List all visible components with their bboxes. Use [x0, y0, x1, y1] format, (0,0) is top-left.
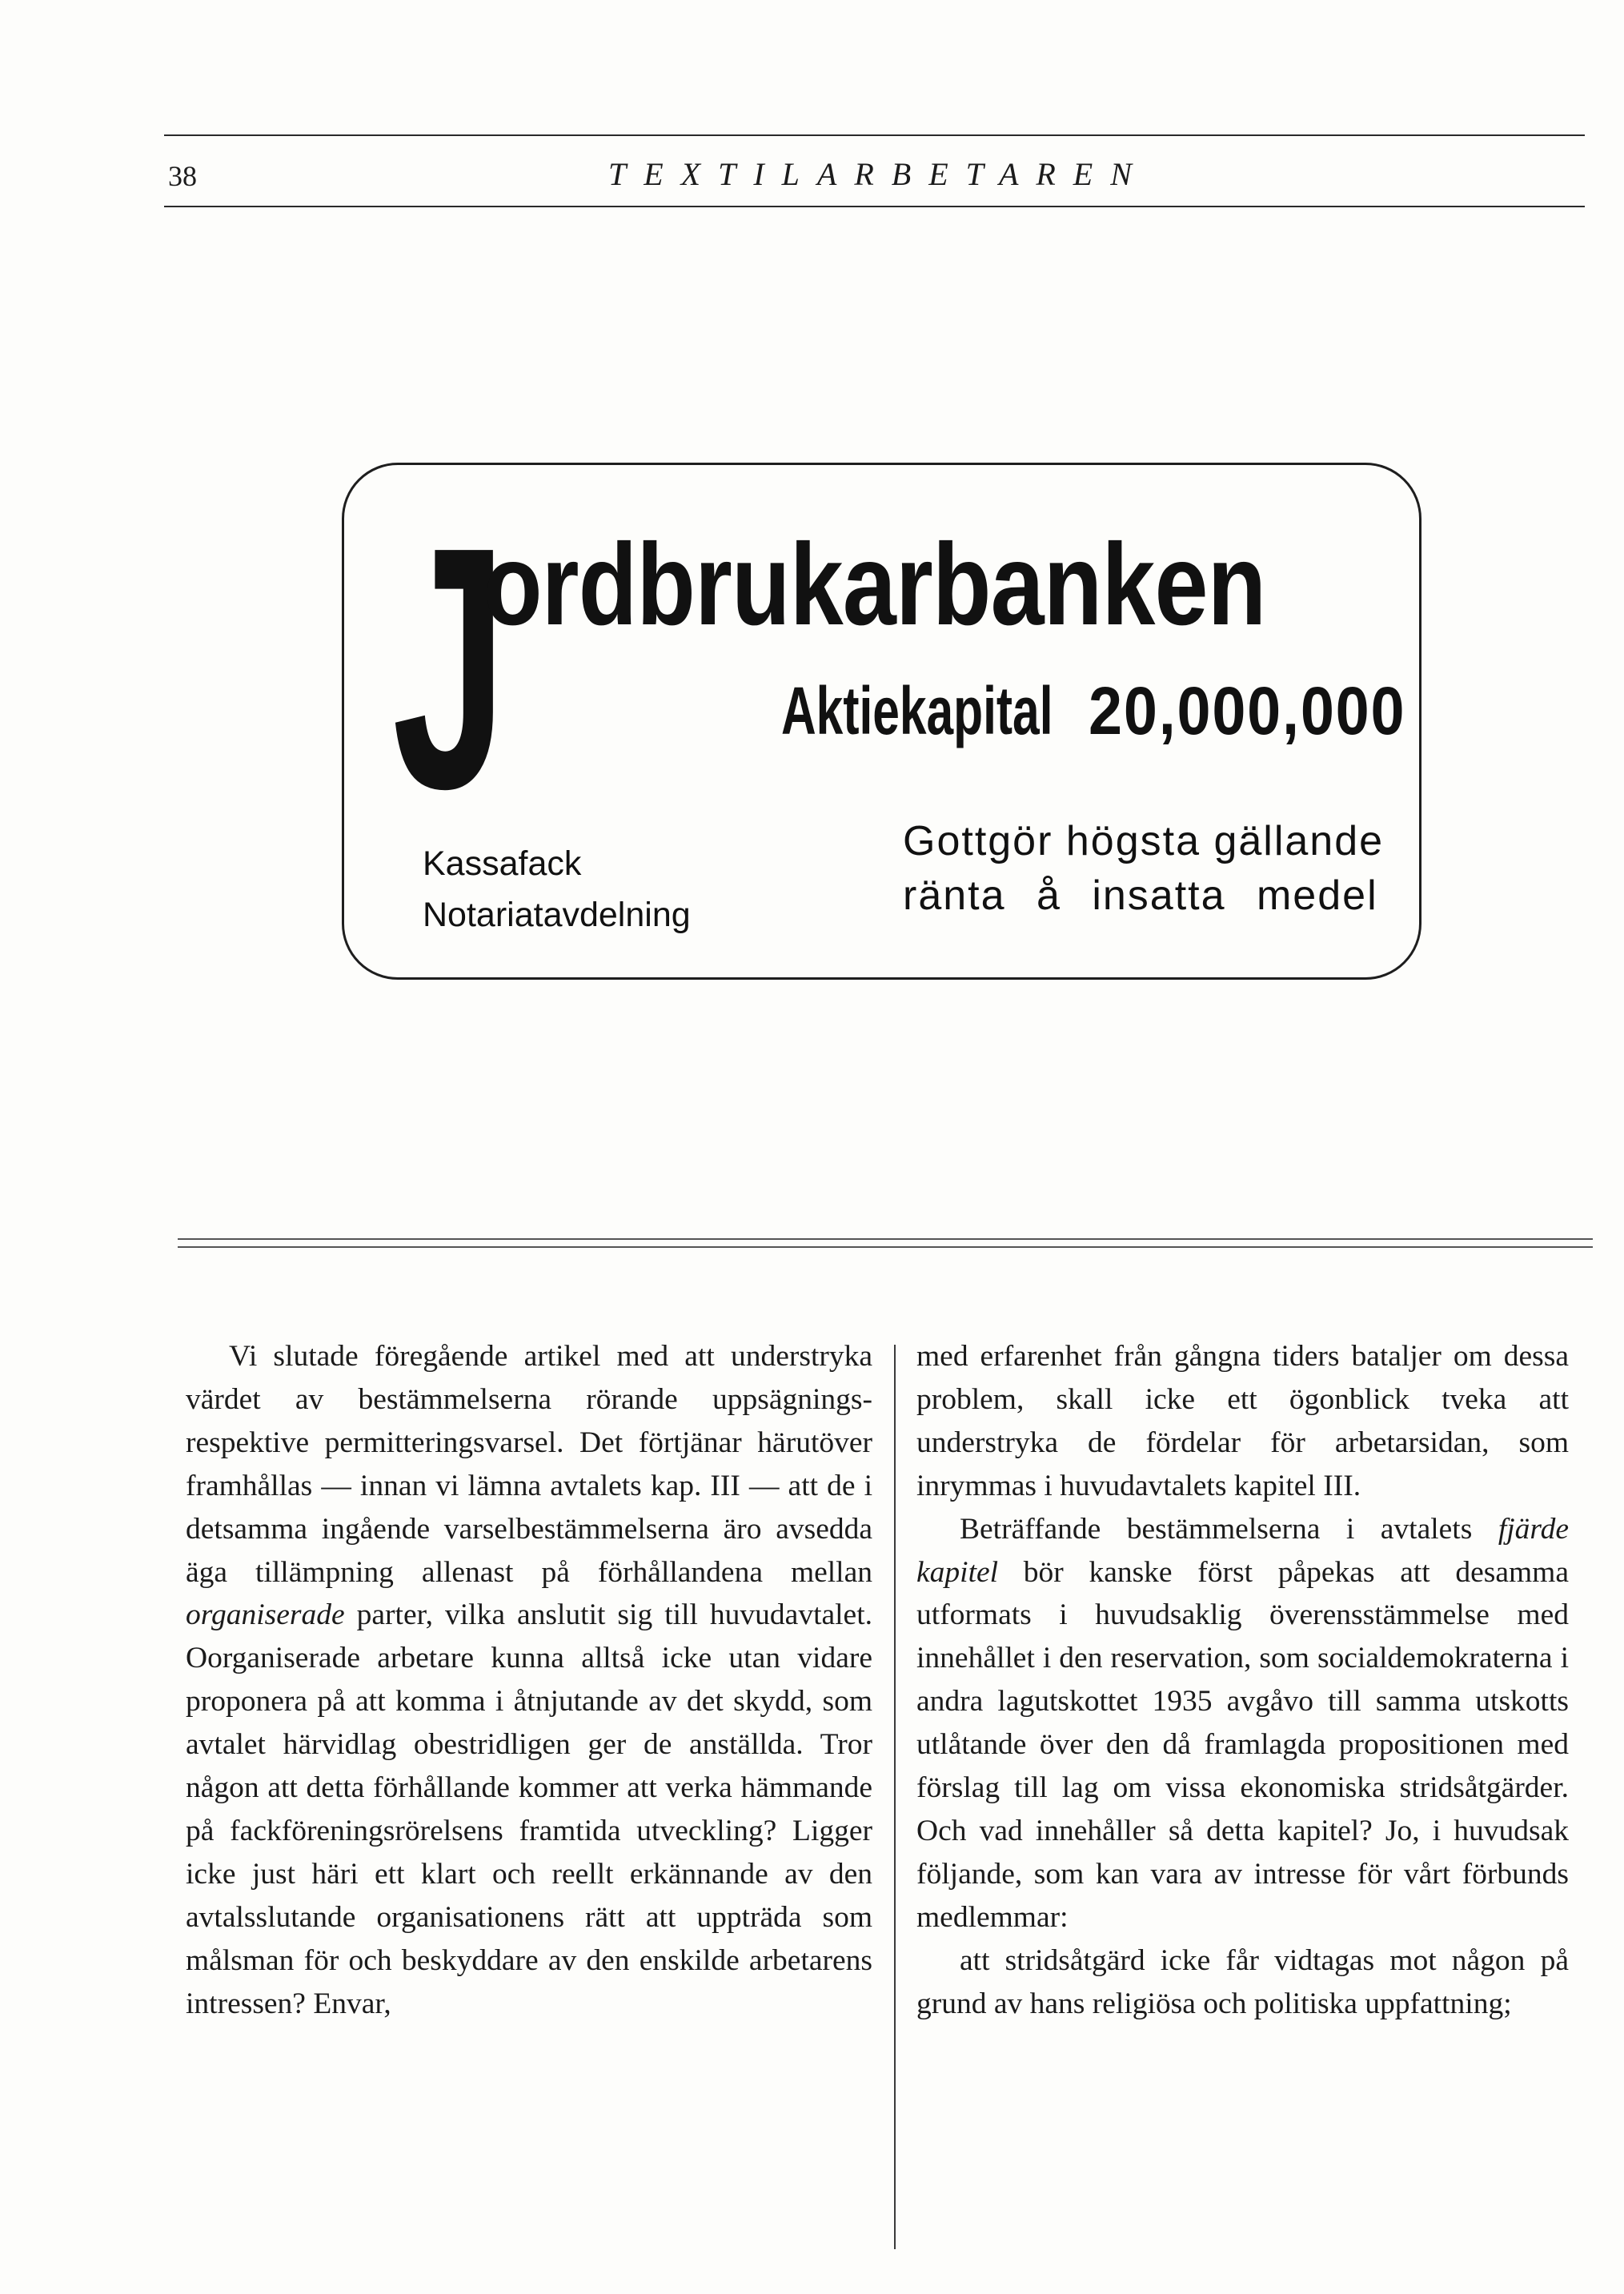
article-paragraph: [186, 1335, 872, 2026]
text-run: Beträffande bestämmelserna i avtalets: [960, 1512, 1473, 1546]
advertisement-bank-name: ordbrukarbanken: [483, 519, 1266, 649]
advertisement-initial-letter: J: [392, 476, 507, 860]
advertisement-service-kassafack: Kassafack: [423, 844, 582, 883]
header-rule-top: [164, 134, 1585, 136]
article-paragraph: att stridsåtgärd icke får vidtagas mot någon på grund av hans religiösa och politiska uppfattning;: [916, 1943, 1569, 2020]
page-number: 38: [168, 160, 197, 192]
separator-rule-bottom: [178, 1246, 1593, 1248]
text-run: parter, vilka anslutit sig till huvudavtalet. Oorganiserade arbetare kunna alltså icke utan vidare proponera på att komma i åtnjutande av det skydd, som avtalet härvidlag obestridligen ger de anställda. Tror någon att detta förhållande kommer att verka hämmande på fackföreningsrörelsens framtida utveckling? Ligger icke just häri ett klart och reellt erkännande av den avtalsslutande organisationens rätt att uppträda som målsman för och beskyddare av den enskilde arbetarens intressen? Envar,: [186, 1598, 872, 2020]
advertisement-offer-line-1: Gottgör högsta gällande: [903, 818, 1385, 864]
separator-rule-top: [178, 1238, 1593, 1240]
emphasis-text: fjärde kapitel: [916, 1512, 1569, 1589]
advertisement-capital-amount: 20,000,000: [1089, 673, 1406, 748]
emphasis-text: organiserade: [186, 1598, 345, 1632]
advertisement-service-notariat: Notariatavdelning: [423, 896, 691, 934]
article-paragraph: [916, 1508, 1569, 1939]
header-rule-bottom: [164, 206, 1585, 207]
text-run: Vi slutade föregående artikel med att understryka värdet av bestämmelserna rörande uppsägnings- respektive permitteringsvarsel. Det förtjänar härutöver framhållas — innan vi lämna avtalets kap. III — att de i detsamma ingående varselbestämmelserna äro avsedda äga tillämpning allenast på förhållandena mellan: [186, 1340, 872, 1589]
text-run: bör kanske först påpekas att desamma utformats i huvudsaklig överensstämmelse med innehållet i den reservation, som socialdemokraterna i andra lagutskottet 1935 avgåvo till samma utskotts utlåtande över den då framlagda propositionen med förslag till lag om vissa ekonomiska stridsåtgärder. Och vad innehåller så detta kapitel? Jo, i huvudsak följande, som kan vara av intresse för vårt förbunds medlemmar:: [916, 1555, 1569, 1934]
advertisement-capital-label: Aktiekapital: [781, 673, 1053, 748]
journal-title: TEXTILARBETAREN: [608, 156, 1149, 192]
advertisement-offer-line-2: ränta å insatta medel: [903, 872, 1378, 919]
article-paragraph: med erfarenhet från gångna tiders bataljer om dessa problem, skall icke ett ögonblick tveka att understryka de fördelar för arbetarsidan, som inrymmas i huvudavtalets kapitel III.: [916, 1340, 1569, 1502]
article-left-column: [186, 1335, 872, 2026]
column-divider: [894, 1345, 896, 2249]
article-right-column: [916, 1335, 1569, 2026]
